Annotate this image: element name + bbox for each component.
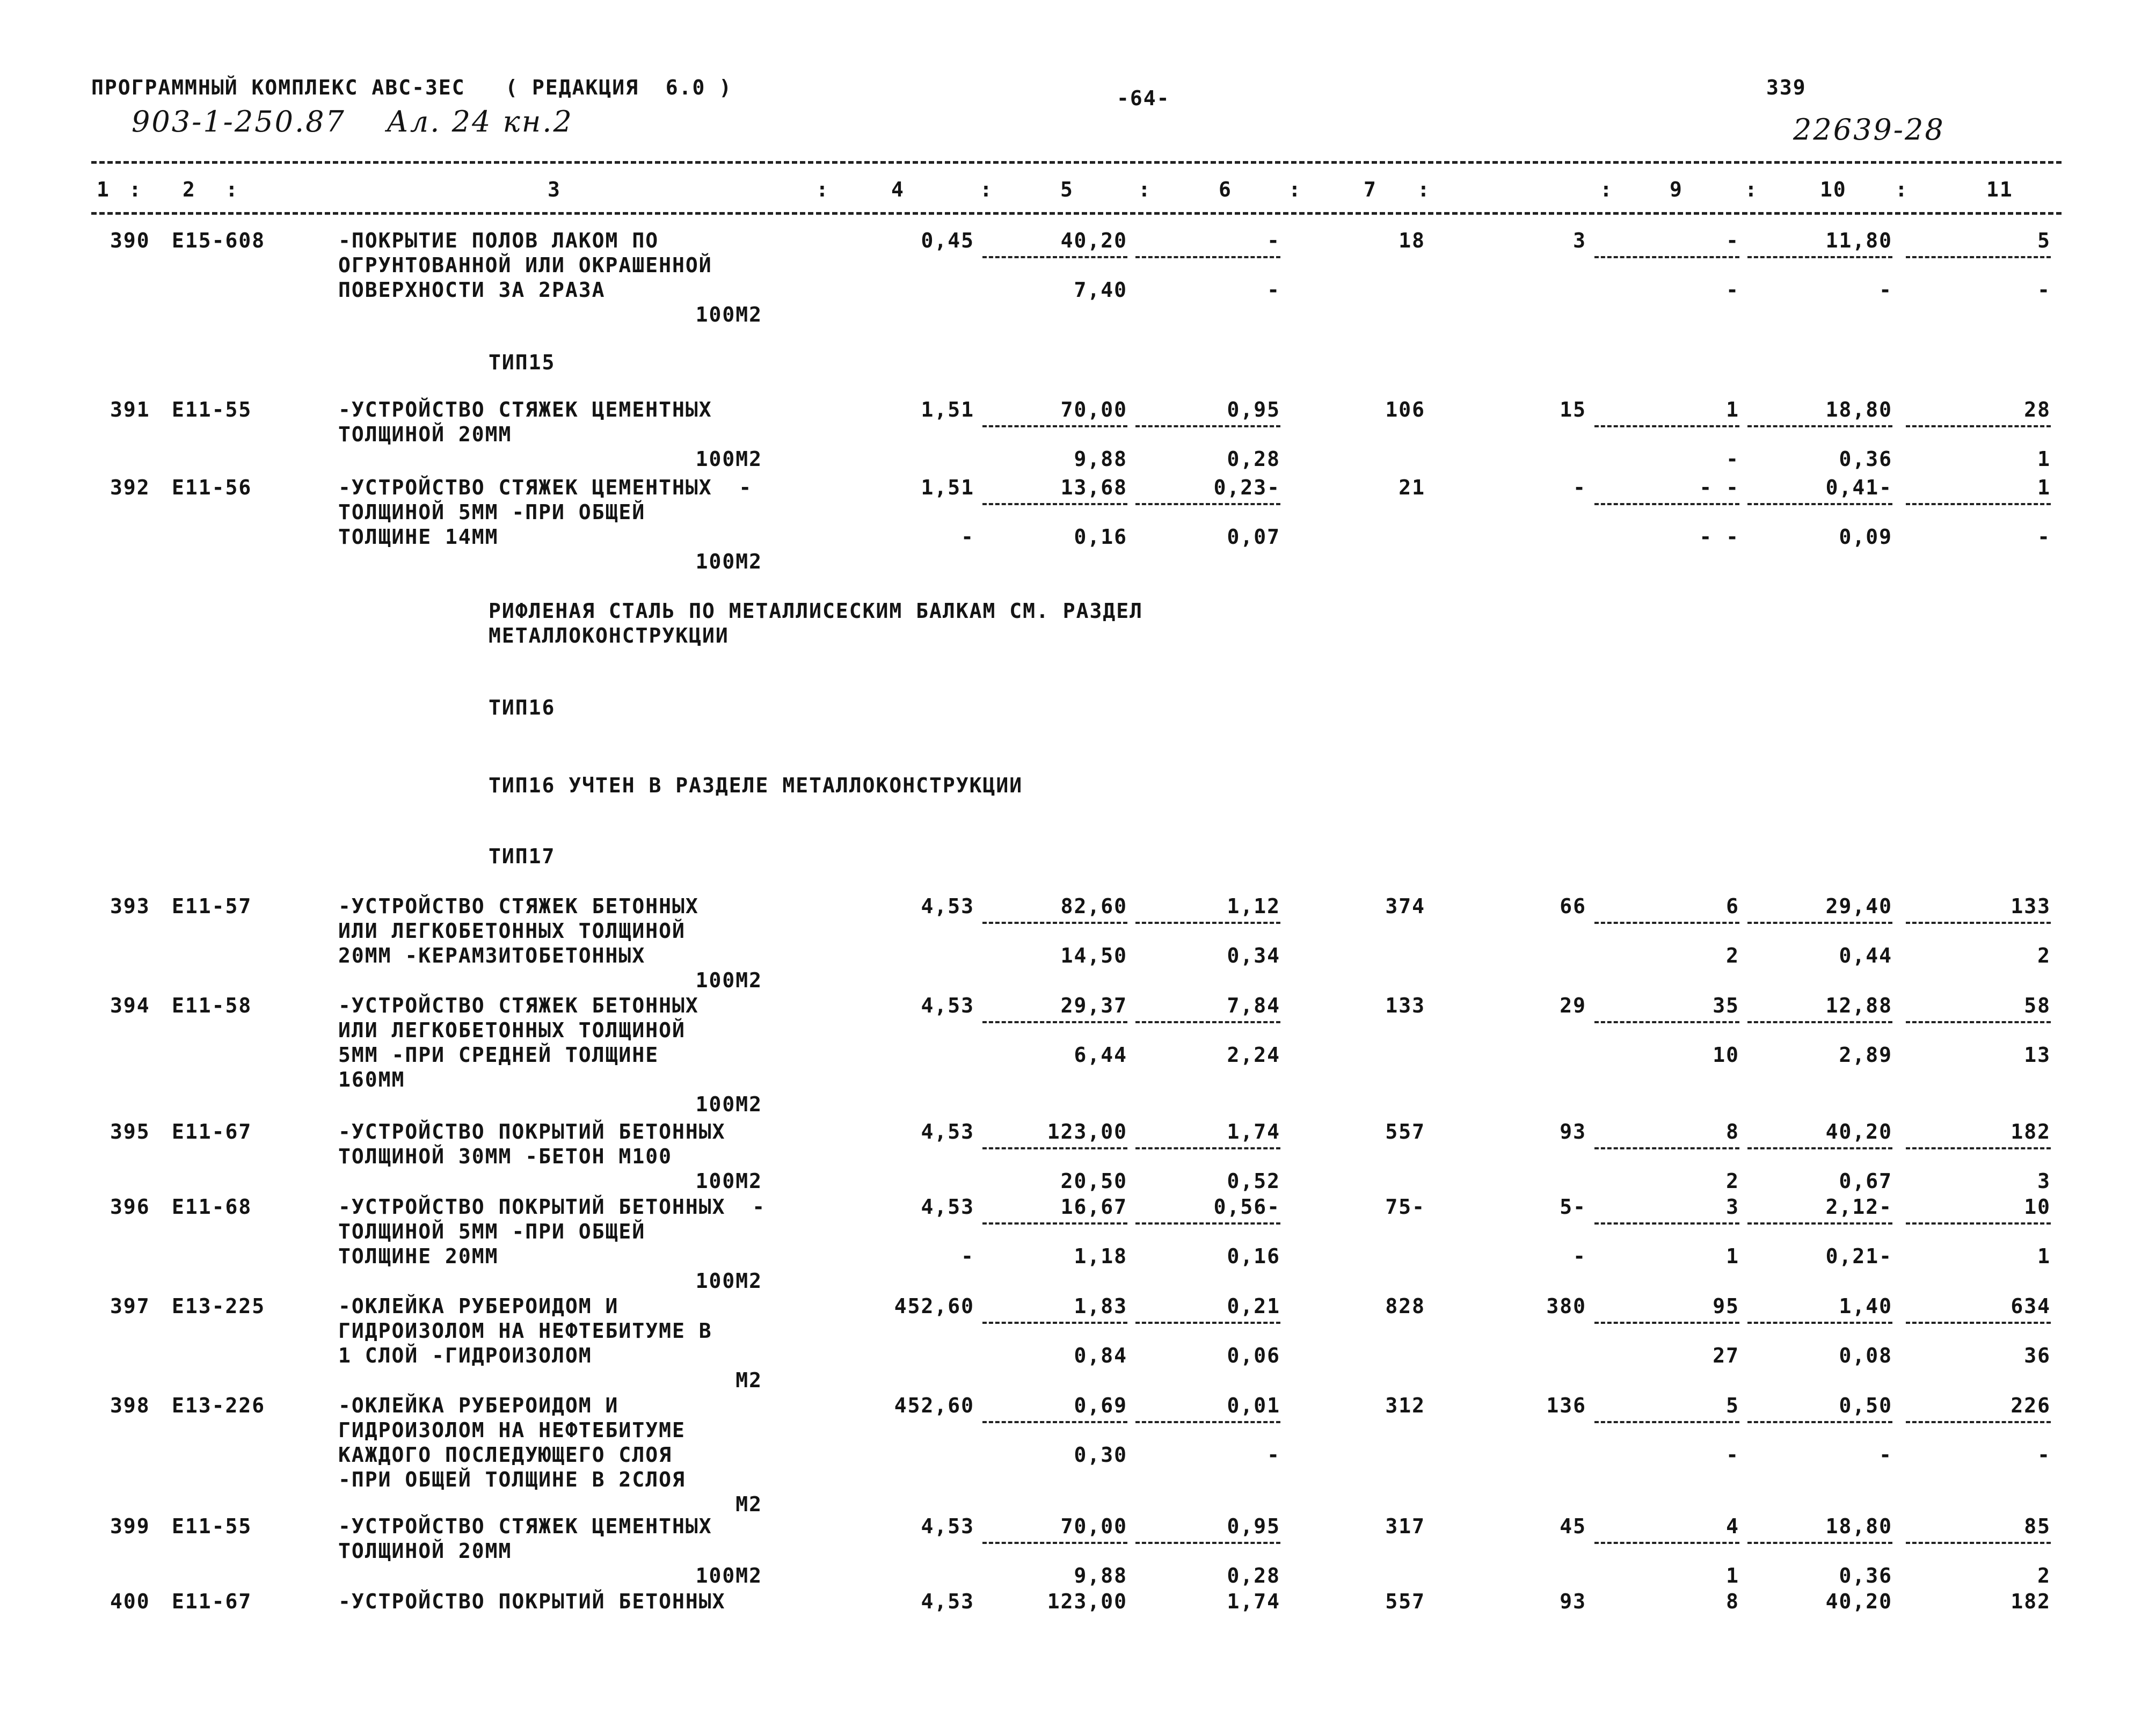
cell-c9: 4 bbox=[1726, 1514, 1739, 1538]
separator-dash bbox=[1747, 256, 1892, 258]
unit-of-measure: 100М2 bbox=[695, 1564, 762, 1587]
cell-qty: 4,53 bbox=[921, 1195, 974, 1219]
separator-dash bbox=[982, 1542, 1127, 1544]
separator-dash bbox=[982, 256, 1127, 258]
cell-c10: 40,20 bbox=[1825, 1120, 1892, 1143]
cell-qty: 452,60 bbox=[894, 1294, 974, 1318]
separator-dash bbox=[1747, 503, 1892, 505]
cell-c11b: 36 bbox=[2024, 1344, 2051, 1367]
work-description: 20ММ -КЕРАМЗИТОБЕТОННЫХ bbox=[338, 944, 646, 967]
section-note: РИФЛЕНАЯ СТАЛЬ ПО МЕТАЛЛИСЕСКИМ БАЛКАМ СМ. РАЗДЕЛ bbox=[489, 599, 1143, 623]
cell-c11b: 1 bbox=[2037, 1244, 2051, 1268]
cell-c6b: 2,24 bbox=[1227, 1043, 1280, 1067]
doc-code: 903-1-250.87 bbox=[132, 105, 346, 139]
cell-c6: 0,95 bbox=[1227, 1514, 1280, 1538]
separator-dash bbox=[1135, 1147, 1280, 1149]
cell-c5b: 20,50 bbox=[1060, 1169, 1127, 1193]
work-description: -УСТРОЙСТВО ПОКРЫТИЙ БЕТОННЫХ bbox=[338, 1120, 726, 1143]
cell-c9b: 1 bbox=[1726, 1564, 1739, 1587]
work-description: ИЛИ ЛЕГКОБЕТОННЫХ ТОЛЩИНОЙ bbox=[338, 919, 686, 943]
cell-c10b: 0,21- bbox=[1825, 1244, 1892, 1268]
section-note: ТИП16 УЧТЕН В РАЗДЕЛЕ МЕТАЛЛОКОНСТРУКЦИИ bbox=[489, 774, 1023, 797]
cell-c6: 1,74 bbox=[1227, 1120, 1280, 1143]
cell-c10: 1,40 bbox=[1839, 1294, 1892, 1318]
cell-c7: 18 bbox=[1399, 229, 1425, 252]
cell-c11b: 1 bbox=[2037, 447, 2051, 471]
cell-c9: 3 bbox=[1726, 1195, 1739, 1219]
column-number: 4 bbox=[891, 178, 905, 201]
cell-c7: 106 bbox=[1385, 398, 1425, 421]
cell-qty: 4,53 bbox=[921, 1120, 974, 1143]
cell-c9: 1 bbox=[1726, 398, 1739, 421]
work-description: ТОЛЩИНОЙ 5ММ -ПРИ ОБЩЕЙ bbox=[338, 500, 646, 524]
row-number: 398 bbox=[110, 1394, 150, 1417]
cell-c11b: - bbox=[2037, 525, 2051, 549]
cell-c9: 8 bbox=[1726, 1120, 1739, 1143]
cell-c6b: 0,28 bbox=[1227, 447, 1280, 471]
cell-c11b: 2 bbox=[2037, 1564, 2051, 1587]
work-description: -ПРИ ОБЩЕЙ ТОЛЩИНЕ В 2СЛОЯ bbox=[338, 1468, 686, 1491]
unit-of-measure: 100М2 bbox=[695, 303, 762, 326]
cell-c5b: 0,16 bbox=[1074, 525, 1127, 549]
separator-dash bbox=[1594, 1147, 1739, 1149]
column-number: 9 bbox=[1670, 178, 1683, 201]
cell-c6b: 0,16 bbox=[1227, 1244, 1280, 1268]
cell-c5b: 7,40 bbox=[1074, 278, 1127, 302]
separator-dash bbox=[1747, 1421, 1892, 1423]
cell-c8: 93 bbox=[1560, 1120, 1586, 1143]
cell-c8b: - bbox=[1573, 1244, 1586, 1268]
row-number: 390 bbox=[110, 229, 150, 252]
column-separator: : bbox=[225, 178, 239, 201]
cell-c8: 66 bbox=[1560, 894, 1586, 918]
cell-c10: 11,80 bbox=[1825, 229, 1892, 252]
separator-dash bbox=[1906, 503, 2051, 505]
unit-of-measure: 100М2 bbox=[695, 968, 762, 992]
cell-c5: 123,00 bbox=[1047, 1590, 1127, 1613]
cell-c9b: - - bbox=[1699, 525, 1739, 549]
cell-qty: 4,53 bbox=[921, 1514, 974, 1538]
cell-c10b: 2,89 bbox=[1839, 1043, 1892, 1067]
cell-c11: 634 bbox=[2011, 1294, 2051, 1318]
cell-c8: 15 bbox=[1560, 398, 1586, 421]
cell-c8: 93 bbox=[1560, 1590, 1586, 1613]
work-description: ТОЛЩИНЕ 20ММ bbox=[338, 1244, 499, 1268]
section-title: ТИП15 bbox=[489, 351, 556, 374]
separator-dash bbox=[1747, 1021, 1892, 1023]
column-separator: : bbox=[1288, 178, 1302, 201]
cell-c11: 10 bbox=[2024, 1195, 2051, 1219]
cell-c11: 182 bbox=[2011, 1590, 2051, 1613]
cell-c9b: 2 bbox=[1726, 944, 1739, 967]
cell-c11: 58 bbox=[2024, 994, 2051, 1017]
work-description: КАЖДОГО ПОСЛЕДУЮЩЕГО СЛОЯ bbox=[338, 1443, 672, 1467]
cell-c7: 21 bbox=[1399, 476, 1425, 499]
cell-qty: 1,51 bbox=[921, 476, 974, 499]
cell-c9b: 1 bbox=[1726, 1244, 1739, 1268]
cell-c10: 18,80 bbox=[1825, 398, 1892, 421]
cell-c8: 29 bbox=[1560, 994, 1586, 1017]
separator-dash bbox=[1594, 503, 1739, 505]
work-description: -ПОКРЫТИЕ ПОЛОВ ЛАКОМ ПО bbox=[338, 229, 659, 252]
cell-c10b: - bbox=[1879, 1443, 1892, 1467]
separator-dash bbox=[1135, 1421, 1280, 1423]
cell-qtyb: - bbox=[961, 525, 974, 549]
rate-code: Е11-67 bbox=[172, 1120, 252, 1143]
unit-of-measure: 100М2 bbox=[695, 550, 762, 573]
work-description: -УСТРОЙСТВО ПОКРЫТИЙ БЕТОННЫХ - bbox=[338, 1195, 766, 1219]
separator-dash bbox=[1906, 922, 2051, 924]
cell-c10b: 0,36 bbox=[1839, 447, 1892, 471]
separator-dash bbox=[1135, 922, 1280, 924]
cell-c10b: 0,08 bbox=[1839, 1344, 1892, 1367]
cell-c10b: 0,36 bbox=[1839, 1564, 1892, 1587]
separator-dash bbox=[1906, 1322, 2051, 1324]
separator-dash bbox=[1906, 256, 2051, 258]
row-number: 395 bbox=[110, 1120, 150, 1143]
cell-c11: 28 bbox=[2024, 398, 2051, 421]
album-number: Ал. 24 кн.2 bbox=[387, 105, 573, 139]
separator-dash bbox=[1135, 1222, 1280, 1225]
rate-code: Е13-226 bbox=[172, 1394, 266, 1417]
cell-c6b: 0,28 bbox=[1227, 1564, 1280, 1587]
separator-dash bbox=[1906, 1222, 2051, 1225]
work-description: ТОЛЩИНОЙ 30ММ -БЕТОН М100 bbox=[338, 1145, 672, 1168]
rate-code: Е11-55 bbox=[172, 398, 252, 421]
work-description: -ОКЛЕЙКА РУБЕРОИДОМ И bbox=[338, 1394, 619, 1417]
work-description: ИЛИ ЛЕГКОБЕТОННЫХ ТОЛЩИНОЙ bbox=[338, 1018, 686, 1042]
section-title: ТИП16 bbox=[489, 696, 556, 719]
cell-c9: - - bbox=[1699, 476, 1739, 499]
cell-c9: 95 bbox=[1713, 1294, 1739, 1318]
unit-of-measure: 100М2 bbox=[695, 1092, 762, 1116]
cell-c5: 29,37 bbox=[1060, 994, 1127, 1017]
row-number: 396 bbox=[110, 1195, 150, 1219]
column-number: 11 bbox=[1986, 178, 2013, 201]
section-title: ТИП17 bbox=[489, 844, 556, 868]
section-note: МЕТАЛЛОКОНСТРУКЦИИ bbox=[489, 624, 729, 647]
work-description: 160ММ bbox=[338, 1068, 405, 1091]
separator-dash bbox=[1747, 1542, 1892, 1544]
cell-c6: 1,12 bbox=[1227, 894, 1280, 918]
column-separator: : bbox=[1417, 178, 1431, 201]
work-description: -ОКЛЕЙКА РУБЕРОИДОМ И bbox=[338, 1294, 619, 1318]
separator-dash bbox=[1747, 425, 1892, 427]
separator-dash bbox=[1906, 1147, 2051, 1149]
separator-dash bbox=[982, 425, 1127, 427]
separator-dash bbox=[1747, 1222, 1892, 1225]
separator-dash bbox=[1906, 1542, 2051, 1544]
cell-c7: 75- bbox=[1385, 1195, 1425, 1219]
column-number: 5 bbox=[1060, 178, 1074, 201]
work-description: -УСТРОЙСТВО СТЯЖЕК ЦЕМЕНТНЫХ - bbox=[338, 476, 753, 499]
cell-c7: 133 bbox=[1385, 994, 1425, 1017]
work-description: -УСТРОЙСТВО СТЯЖЕК БЕТОННЫХ bbox=[338, 894, 699, 918]
row-number: 392 bbox=[110, 476, 150, 499]
unit-of-measure: 100М2 bbox=[695, 1169, 762, 1193]
cell-c11b: 2 bbox=[2037, 944, 2051, 967]
column-separator: : bbox=[980, 178, 993, 201]
separator-dash bbox=[1906, 425, 2051, 427]
column-separator: : bbox=[1895, 178, 1909, 201]
separator-dash bbox=[1906, 1421, 2051, 1423]
cell-c6b: - bbox=[1267, 278, 1280, 302]
rate-code: Е13-225 bbox=[172, 1294, 266, 1318]
work-description: -УСТРОЙСТВО СТЯЖЕК БЕТОННЫХ bbox=[338, 994, 699, 1017]
separator-dash bbox=[1747, 1322, 1892, 1324]
cell-c5b: 9,88 bbox=[1074, 1564, 1127, 1587]
cell-c10: 29,40 bbox=[1825, 894, 1892, 918]
cell-qty: 4,53 bbox=[921, 1590, 974, 1613]
cell-c5: 1,83 bbox=[1074, 1294, 1127, 1318]
row-number: 400 bbox=[110, 1590, 150, 1613]
cell-c11: 182 bbox=[2011, 1120, 2051, 1143]
work-description: -УСТРОЙСТВО СТЯЖЕК ЦЕМЕНТНЫХ bbox=[338, 398, 712, 421]
rate-code: Е11-57 bbox=[172, 894, 252, 918]
column-number: 7 bbox=[1364, 178, 1377, 201]
cell-c6b: 0,06 bbox=[1227, 1344, 1280, 1367]
column-separator: : bbox=[816, 178, 829, 201]
cell-c10b: 0,44 bbox=[1839, 944, 1892, 967]
work-description: ГИДРОИЗОЛОМ НА НЕФТЕБИТУМЕ bbox=[338, 1418, 686, 1442]
cell-c9b: - bbox=[1726, 447, 1739, 471]
work-description: ОГРУНТОВАННОЙ ИЛИ ОКРАШЕННОЙ bbox=[338, 253, 712, 277]
cell-c10: 40,20 bbox=[1825, 1590, 1892, 1613]
cell-c5: 123,00 bbox=[1047, 1120, 1127, 1143]
separator-dash bbox=[1594, 1322, 1739, 1324]
separator-dash bbox=[1747, 1147, 1892, 1149]
work-description: ТОЛЩИНОЙ 5ММ -ПРИ ОБЩЕЙ bbox=[338, 1220, 646, 1243]
cell-c8: 380 bbox=[1546, 1294, 1586, 1318]
row-number: 394 bbox=[110, 994, 150, 1017]
cell-c9b: 27 bbox=[1713, 1344, 1739, 1367]
unit-of-measure: М2 bbox=[735, 1492, 762, 1516]
separator-dash bbox=[982, 1147, 1127, 1149]
rate-code: Е15-608 bbox=[172, 229, 266, 252]
column-number: 3 bbox=[548, 178, 561, 201]
column-number: 10 bbox=[1820, 178, 1847, 201]
cell-c6: 1,74 bbox=[1227, 1590, 1280, 1613]
cell-qtyb: - bbox=[961, 1244, 974, 1268]
page-number: -64- bbox=[1117, 86, 1170, 110]
cell-c11: 1 bbox=[2037, 476, 2051, 499]
cell-c5b: 14,50 bbox=[1060, 944, 1127, 967]
cell-c10b: - bbox=[1879, 278, 1892, 302]
cell-c5: 16,67 bbox=[1060, 1195, 1127, 1219]
cell-c6b: 0,52 bbox=[1227, 1169, 1280, 1193]
separator-dash bbox=[1135, 1322, 1280, 1324]
cell-c8: 5- bbox=[1560, 1195, 1586, 1219]
cell-c7: 312 bbox=[1385, 1394, 1425, 1417]
cell-qty: 4,53 bbox=[921, 994, 974, 1017]
cell-c9b: 2 bbox=[1726, 1169, 1739, 1193]
cell-c11b: 3 bbox=[2037, 1169, 2051, 1193]
cell-c5b: 9,88 bbox=[1074, 447, 1127, 471]
separator-dash bbox=[982, 1421, 1127, 1423]
cell-c6b: - bbox=[1267, 1443, 1280, 1467]
cell-c8: 136 bbox=[1546, 1394, 1586, 1417]
cell-c5: 70,00 bbox=[1060, 1514, 1127, 1538]
rate-code: Е11-55 bbox=[172, 1514, 252, 1538]
work-description: -УСТРОЙСТВО СТЯЖЕК ЦЕМЕНТНЫХ bbox=[338, 1514, 712, 1538]
cell-c6b: 0,34 bbox=[1227, 944, 1280, 967]
column-header-rule bbox=[91, 212, 2062, 215]
work-description: ГИДРОИЗОЛОМ НА НЕФТЕБИТУМЕ В bbox=[338, 1319, 712, 1343]
column-separator: : bbox=[1138, 178, 1152, 201]
cell-c7: 557 bbox=[1385, 1590, 1425, 1613]
separator-dash bbox=[982, 1322, 1127, 1324]
cell-c6: 7,84 bbox=[1227, 994, 1280, 1017]
cell-c8: 3 bbox=[1573, 229, 1586, 252]
sheet-number: 339 bbox=[1766, 76, 1807, 99]
column-number: 6 bbox=[1219, 178, 1232, 201]
cell-c11: 5 bbox=[2037, 229, 2051, 252]
rate-code: Е11-67 bbox=[172, 1590, 252, 1613]
cell-c11b: - bbox=[2037, 278, 2051, 302]
separator-dash bbox=[1135, 503, 1280, 505]
cell-c7: 374 bbox=[1385, 894, 1425, 918]
cell-qty: 4,53 bbox=[921, 894, 974, 918]
cell-c5b: 0,84 bbox=[1074, 1344, 1127, 1367]
cell-c6b: 0,07 bbox=[1227, 525, 1280, 549]
separator-dash bbox=[1594, 1021, 1739, 1023]
cell-c11b: 13 bbox=[2024, 1043, 2051, 1067]
separator-dash bbox=[1135, 256, 1280, 258]
cell-c11: 133 bbox=[2011, 894, 2051, 918]
cell-c9b: 10 bbox=[1713, 1043, 1739, 1067]
cell-c9: 35 bbox=[1713, 994, 1739, 1017]
cell-c5: 40,20 bbox=[1060, 229, 1127, 252]
cell-c10: 18,80 bbox=[1825, 1514, 1892, 1538]
cell-c10: 12,88 bbox=[1825, 994, 1892, 1017]
order-number: 22639-28 bbox=[1793, 113, 1945, 147]
separator-dash bbox=[1747, 922, 1892, 924]
table-top-rule bbox=[91, 161, 2062, 164]
separator-dash bbox=[1594, 425, 1739, 427]
cell-c11b: - bbox=[2037, 1443, 2051, 1467]
cell-c9: 5 bbox=[1726, 1394, 1739, 1417]
work-description: ТОЛЩИНЕ 14ММ bbox=[338, 525, 499, 549]
work-description: -УСТРОЙСТВО ПОКРЫТИЙ БЕТОННЫХ bbox=[338, 1590, 726, 1613]
row-number: 397 bbox=[110, 1294, 150, 1318]
separator-dash bbox=[1906, 1021, 2051, 1023]
cell-c6: 0,01 bbox=[1227, 1394, 1280, 1417]
work-description: 1 СЛОЙ -ГИДРОИЗОЛОМ bbox=[338, 1344, 592, 1367]
cell-c9b: - bbox=[1726, 1443, 1739, 1467]
cell-c9b: - bbox=[1726, 278, 1739, 302]
column-separator: : bbox=[129, 178, 142, 201]
cell-c10: 0,50 bbox=[1839, 1394, 1892, 1417]
cell-c10: 2,12- bbox=[1825, 1195, 1892, 1219]
cell-c6: 0,23- bbox=[1213, 476, 1280, 499]
unit-of-measure: М2 bbox=[735, 1368, 762, 1392]
cell-qty: 452,60 bbox=[894, 1394, 974, 1417]
work-description: ПОВЕРХНОСТИ ЗА 2РАЗА bbox=[338, 278, 606, 302]
separator-dash bbox=[1594, 922, 1739, 924]
program-header: ПРОГРАММНЫЙ КОМПЛЕКС АВС-ЗЕС ( РЕДАКЦИЯ 6.0 ) bbox=[91, 76, 733, 99]
unit-of-measure: 100М2 bbox=[695, 447, 762, 471]
cell-c10: 0,41- bbox=[1825, 476, 1892, 499]
separator-dash bbox=[982, 1222, 1127, 1225]
row-number: 391 bbox=[110, 398, 150, 421]
cell-c11: 85 bbox=[2024, 1514, 2051, 1538]
column-number: 1 bbox=[97, 178, 110, 201]
cell-c9: 8 bbox=[1726, 1590, 1739, 1613]
work-description: ТОЛЩИНОЙ 20ММ bbox=[338, 1539, 512, 1563]
cell-c6: 0,56- bbox=[1213, 1195, 1280, 1219]
separator-dash bbox=[1594, 256, 1739, 258]
rate-code: Е11-68 bbox=[172, 1195, 252, 1219]
cell-c5: 13,68 bbox=[1060, 476, 1127, 499]
work-description: 5ММ -ПРИ СРЕДНЕЙ ТОЛЩИНЕ bbox=[338, 1043, 659, 1067]
cell-c9: 6 bbox=[1726, 894, 1739, 918]
separator-dash bbox=[982, 503, 1127, 505]
cell-c5b: 1,18 bbox=[1074, 1244, 1127, 1268]
work-description: ТОЛЩИНОЙ 20ММ bbox=[338, 422, 512, 446]
cell-c10b: 0,09 bbox=[1839, 525, 1892, 549]
cell-c7: 557 bbox=[1385, 1120, 1425, 1143]
cell-c8: 45 bbox=[1560, 1514, 1586, 1538]
separator-dash bbox=[1594, 1222, 1739, 1225]
cell-c8: - bbox=[1573, 476, 1586, 499]
separator-dash bbox=[982, 922, 1127, 924]
column-separator: : bbox=[1600, 178, 1613, 201]
separator-dash bbox=[1135, 1542, 1280, 1544]
cell-c5b: 6,44 bbox=[1074, 1043, 1127, 1067]
row-number: 393 bbox=[110, 894, 150, 918]
cell-c5: 70,00 bbox=[1060, 398, 1127, 421]
separator-dash bbox=[1594, 1421, 1739, 1423]
cell-c5: 82,60 bbox=[1060, 894, 1127, 918]
rate-code: Е11-58 bbox=[172, 994, 252, 1017]
separator-dash bbox=[982, 1021, 1127, 1023]
cell-c6: 0,21 bbox=[1227, 1294, 1280, 1318]
cell-qty: 0,45 bbox=[921, 229, 974, 252]
cell-c5b: 0,30 bbox=[1074, 1443, 1127, 1467]
cell-c9: - bbox=[1726, 229, 1739, 252]
row-number: 399 bbox=[110, 1514, 150, 1538]
rate-code: Е11-56 bbox=[172, 476, 252, 499]
column-number: 2 bbox=[183, 178, 196, 201]
cell-c7: 828 bbox=[1385, 1294, 1425, 1318]
cell-c10b: 0,67 bbox=[1839, 1169, 1892, 1193]
cell-c6: - bbox=[1267, 229, 1280, 252]
cell-c11: 226 bbox=[2011, 1394, 2051, 1417]
separator-dash bbox=[1135, 425, 1280, 427]
cell-c7: 317 bbox=[1385, 1514, 1425, 1538]
unit-of-measure: 100М2 bbox=[695, 1269, 762, 1293]
cell-qty: 1,51 bbox=[921, 398, 974, 421]
column-separator: : bbox=[1745, 178, 1758, 201]
cell-c5: 0,69 bbox=[1074, 1394, 1127, 1417]
separator-dash bbox=[1594, 1542, 1739, 1544]
separator-dash bbox=[1135, 1021, 1280, 1023]
cell-c6: 0,95 bbox=[1227, 398, 1280, 421]
